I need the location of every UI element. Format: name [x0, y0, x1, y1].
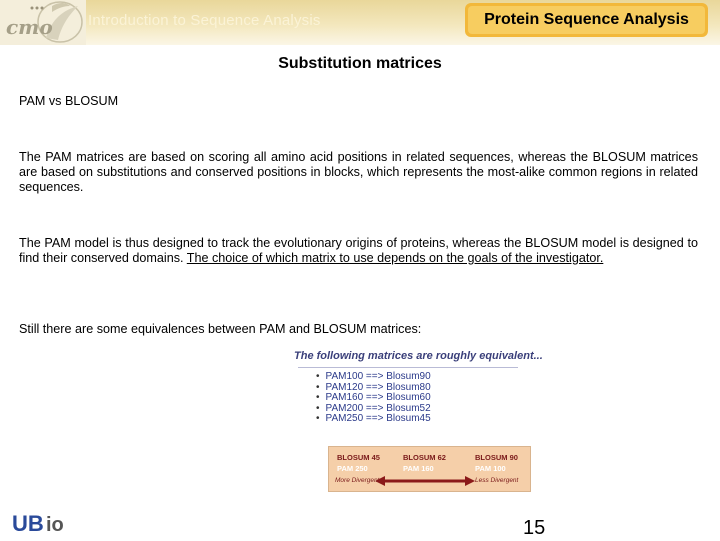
subtitle: PAM vs BLOSUM	[19, 94, 119, 108]
page-number: 15	[523, 517, 546, 539]
list-item: • PAM120 ==> Blosum80	[316, 381, 431, 393]
list-item: • PAM200 ==> Blosum52	[316, 402, 431, 414]
divergence-table	[328, 446, 531, 492]
list-item: • PAM160 ==> Blosum60	[316, 392, 431, 404]
slide-header	[0, 0, 720, 45]
figure-heading: The following matrices are roughly equivalent...	[294, 350, 543, 362]
equivalence-list	[316, 372, 431, 425]
paragraph-equivalences: Still there are some equivalences between PAM and BLOSUM matrices:	[19, 322, 422, 336]
bullet-icon: •	[316, 392, 320, 404]
bullet-icon: •	[316, 413, 320, 425]
bullet-icon: •	[316, 371, 320, 382]
less-divergent-label: Less Divergent	[475, 477, 519, 484]
slide-title: Substitution matrices	[278, 55, 442, 72]
bullet-icon: •	[316, 381, 320, 393]
list-item: • PAM100 ==> Blosum90	[316, 371, 431, 382]
table-cell-pam: PAM 100	[475, 464, 506, 473]
course-title: Introduction to Sequence Analysis	[88, 12, 321, 29]
cmo-logo-icon	[0, 0, 86, 45]
cmo-logo	[0, 0, 86, 45]
ubio-logo-icon	[12, 510, 74, 536]
table-cell-pam: PAM 160	[403, 464, 434, 473]
ubio-logo	[12, 510, 74, 541]
equivalence-figure	[288, 346, 543, 438]
paragraph-model-choice-underlined: The choice of which matrix to use depends on the goals of the investigator.	[186, 251, 604, 265]
svg-text:cmo: cmo	[6, 15, 53, 39]
list-item: • PAM250 ==> Blosum45	[316, 413, 431, 425]
table-cell-pam: PAM 250	[337, 464, 368, 473]
table-cell-blosum: BLOSUM 45	[337, 453, 380, 462]
more-divergent-label: More Divergent	[335, 477, 380, 484]
table-cell-blosum: BLOSUM 90	[475, 453, 518, 462]
paragraph-model-purpose-text: The PAM model is thus designed to track the evolutionary origins of proteins, whereas the BLOSUM model is designed to find their conserved domains.	[19, 236, 698, 265]
paragraph-pam-blosum-basis: The PAM matrices are based on scoring all amino acid positions in related sequences, whereas the BLOSUM matrices are based on substitutions and conserved positions in blocks, which represents the most-alike common regions in related sequences.	[19, 150, 698, 194]
bullet-icon: •	[316, 402, 320, 414]
paragraph-model-purpose	[19, 236, 698, 266]
section-title: Protein Sequence Analysis	[484, 11, 689, 28]
svg-text:io: io	[46, 514, 64, 536]
table-cell-blosum: BLOSUM 62	[403, 453, 446, 462]
section-title-box	[465, 3, 708, 37]
svg-text:UB: UB	[12, 511, 44, 536]
divergence-arrow-icon	[329, 447, 532, 493]
figure-divider	[298, 367, 518, 368]
